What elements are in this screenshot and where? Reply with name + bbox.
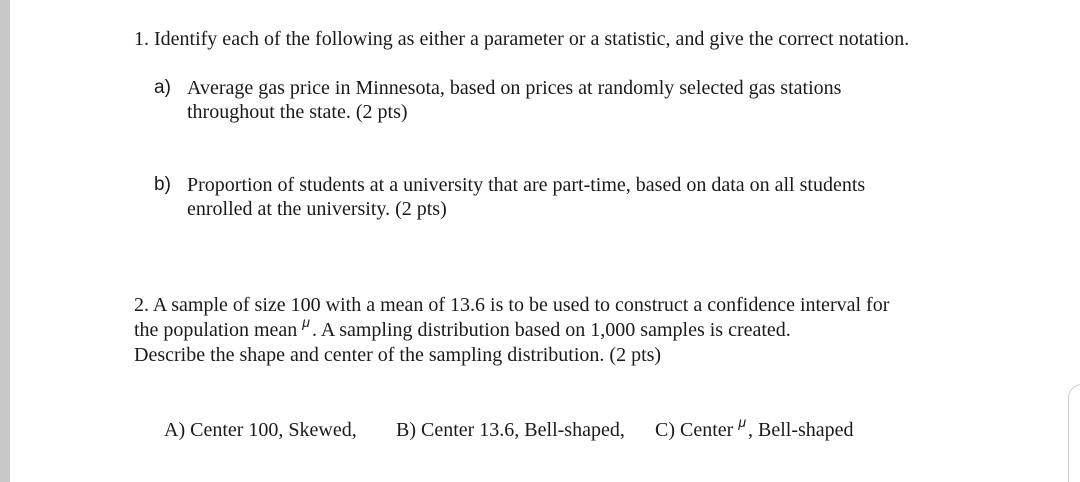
question-1b-line-2: enrolled at the university. (2 pts): [187, 198, 447, 220]
choice-b: B) Center 13.6, Bell-shaped,: [396, 419, 625, 441]
question-1a-line-2: throughout the state. (2 pts): [187, 101, 408, 123]
page-corner-tab[interactable]: [1068, 384, 1080, 482]
question-2-line-3: Describe the shape and center of the sampling distribution. (2 pts): [134, 344, 662, 366]
question-1b-line-1: Proportion of students at a university that are part-time, based on data on all students: [187, 174, 866, 196]
mu-symbol: μ: [302, 314, 310, 330]
choice-c-mu-symbol: μ: [738, 414, 746, 430]
question-1-heading: 1. Identify each of the following as either a parameter or a statistic, and give the correct notation.: [134, 28, 910, 50]
choice-c-start: C) Center: [655, 419, 734, 441]
choice-c-end: , Bell-shaped: [747, 419, 854, 441]
question-1b-letter: b): [154, 174, 171, 195]
question-1a-line-1: Average gas price in Minnesota, based on prices at randomly selected gas stations: [187, 77, 842, 99]
choice-c: [655, 414, 854, 441]
choice-a: A) Center 100, Skewed,: [164, 419, 357, 441]
question-2-line-2-start: the population mean: [134, 319, 298, 341]
question-2-line-1: 2. A sample of size 100 with a mean of 13.6 is to be used to construct a confidence interval for: [134, 294, 890, 316]
left-scroll-gutter: [0, 0, 10, 482]
question-1a-letter: a): [154, 77, 171, 98]
question-2-line-2-end: . A sampling distribution based on 1,000 samples is created.: [311, 319, 791, 341]
question-2-line-2: [134, 314, 791, 341]
